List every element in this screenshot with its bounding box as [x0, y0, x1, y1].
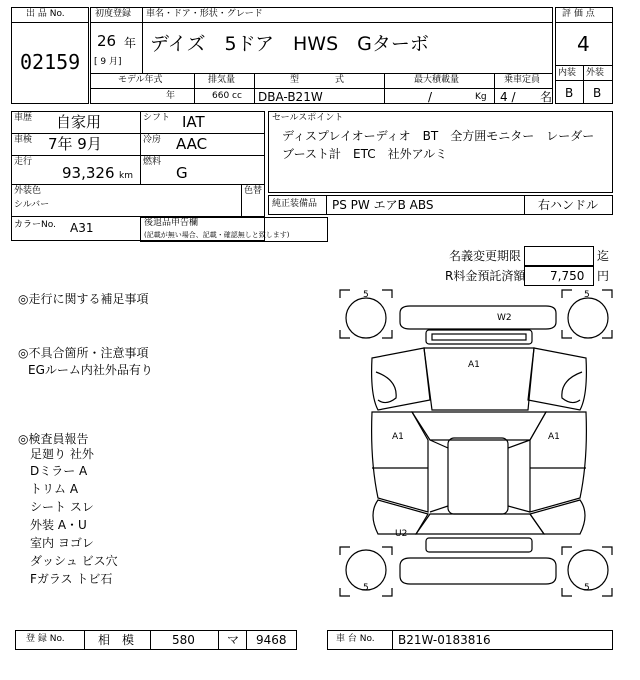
report-line: 足廻り 社外 — [30, 447, 94, 461]
first-reg-year: 26 — [97, 32, 117, 50]
capacity: 4 / — [500, 90, 516, 104]
reg-kana: マ — [227, 633, 240, 647]
reg-label: 登 録 No. — [26, 634, 65, 644]
report-line: Fガラス トビ石 — [30, 572, 113, 586]
exterior-label: 外装 — [586, 68, 605, 78]
color-no: A31 — [70, 221, 94, 235]
sales-points-label: セールスポイント — [272, 113, 344, 123]
mark-w2: W2 — [497, 313, 512, 323]
ac: AAC — [176, 135, 208, 153]
recycle-label: R料金預託済額 — [445, 269, 526, 283]
report-line: 外装 A・U — [30, 518, 87, 532]
displacement-label: 排気量 — [208, 75, 236, 85]
aftermarket-label: 後退品申告欄 — [144, 218, 199, 228]
reg-number: 9468 — [256, 633, 287, 647]
type-value: DBA-B21W — [258, 90, 323, 104]
history: 自家用 — [56, 113, 102, 131]
history-label: 車歴 — [14, 113, 33, 123]
equipment: PS PW エアB ABS — [332, 198, 434, 212]
report-line: シート スレ — [30, 500, 94, 514]
type-label: 型 式 — [290, 75, 345, 85]
max-load-label: 最大積載量 — [414, 75, 460, 85]
sales-points-line2: ブースト計 ETC 社外アルミ — [282, 147, 448, 161]
inspector-title: ◎検査員報告 — [18, 432, 89, 446]
inspection-label: 車検 — [14, 135, 33, 145]
mark-a1-left: A1 — [392, 432, 404, 442]
displacement: 660 cc — [212, 91, 242, 101]
exterior-grade: B — [593, 86, 602, 100]
ext-color-label: 外装色 — [14, 186, 42, 196]
recycle-unit: 円 — [597, 269, 610, 283]
model-label: 車名・ドア・形状・グレード — [146, 9, 263, 19]
report-line: 室内 ヨゴレ — [30, 536, 94, 550]
aftermarket-note: (記載が無い場合、記載・確認無しと致します) — [144, 231, 290, 239]
model-year-label: モデル年式 — [118, 75, 163, 85]
name-change-label: 名義変更期限 — [449, 249, 522, 263]
defects-title: ◎不具合箇所・注意事項 — [18, 346, 149, 360]
color-change-label: 色替 — [244, 186, 263, 196]
sales-points-line1: ディスプレイオーディオ BT 全方囲モニター レーダー — [282, 129, 595, 143]
report-line: トリム A — [30, 482, 79, 496]
ac-label: 冷房 — [143, 135, 162, 145]
score: 4 — [577, 32, 590, 56]
first-reg-month: [ 9 月] — [94, 57, 122, 67]
fuel: G — [176, 164, 188, 182]
inspection: 7年 9月 — [48, 135, 102, 153]
chassis-number: B21W-0183816 — [398, 633, 491, 647]
tire-fr-label: 5 — [584, 290, 590, 300]
name-change-unit: 迄 — [597, 249, 610, 263]
ext-color: シルバー — [14, 200, 50, 210]
first-reg-label: 初度登録 — [95, 9, 132, 19]
report-line: Dミラー A — [30, 464, 88, 478]
car-name: デイズ 5ドア HWS Gターボ — [150, 33, 429, 55]
color-no-label: カラーNo. — [14, 220, 56, 230]
mark-a1-right: A1 — [548, 432, 560, 442]
driving-notes-title: ◎走行に関する補足事項 — [18, 292, 149, 306]
mileage: 93,326 — [62, 164, 115, 182]
score-label: 評 価 点 — [562, 9, 595, 19]
max-load-slash: / — [428, 90, 433, 104]
tire-fl-label: 5 — [363, 290, 369, 300]
chassis-label: 車 台 No. — [336, 634, 375, 644]
recycle-amount: 7,750 — [550, 269, 585, 283]
interior-label: 内装 — [558, 68, 577, 78]
defects-line1: EGルーム内社外品有り — [28, 363, 153, 377]
capacity-unit: 名 — [540, 90, 553, 104]
max-load-unit: Kg — [475, 92, 487, 102]
mileage-unit: km — [119, 171, 133, 181]
equipment-label: 純正装備品 — [272, 199, 318, 209]
shift-label: シフト — [143, 113, 171, 123]
capacity-label: 乗車定員 — [504, 75, 541, 85]
mark-a1-hood: A1 — [468, 360, 480, 370]
reg-class: 580 — [172, 633, 195, 647]
year-unit: 年 — [124, 36, 137, 50]
fuel-label: 燃料 — [143, 157, 162, 167]
tire-rl-label: 5 — [363, 583, 369, 593]
mileage-label: 走行 — [14, 157, 33, 167]
report-line: ダッシュ ビス穴 — [30, 554, 118, 568]
interior-grade: B — [565, 86, 574, 100]
shift: IAT — [182, 113, 205, 131]
handle: 右ハンドル — [538, 198, 599, 212]
lot-label: 出 品 No. — [26, 9, 65, 19]
tire-rr-label: 5 — [584, 583, 590, 593]
mark-u2: U2 — [395, 529, 408, 539]
lot-number: 02159 — [20, 50, 81, 74]
model-year-unit: 年 — [166, 91, 176, 101]
reg-area: 相 模 — [98, 633, 135, 647]
